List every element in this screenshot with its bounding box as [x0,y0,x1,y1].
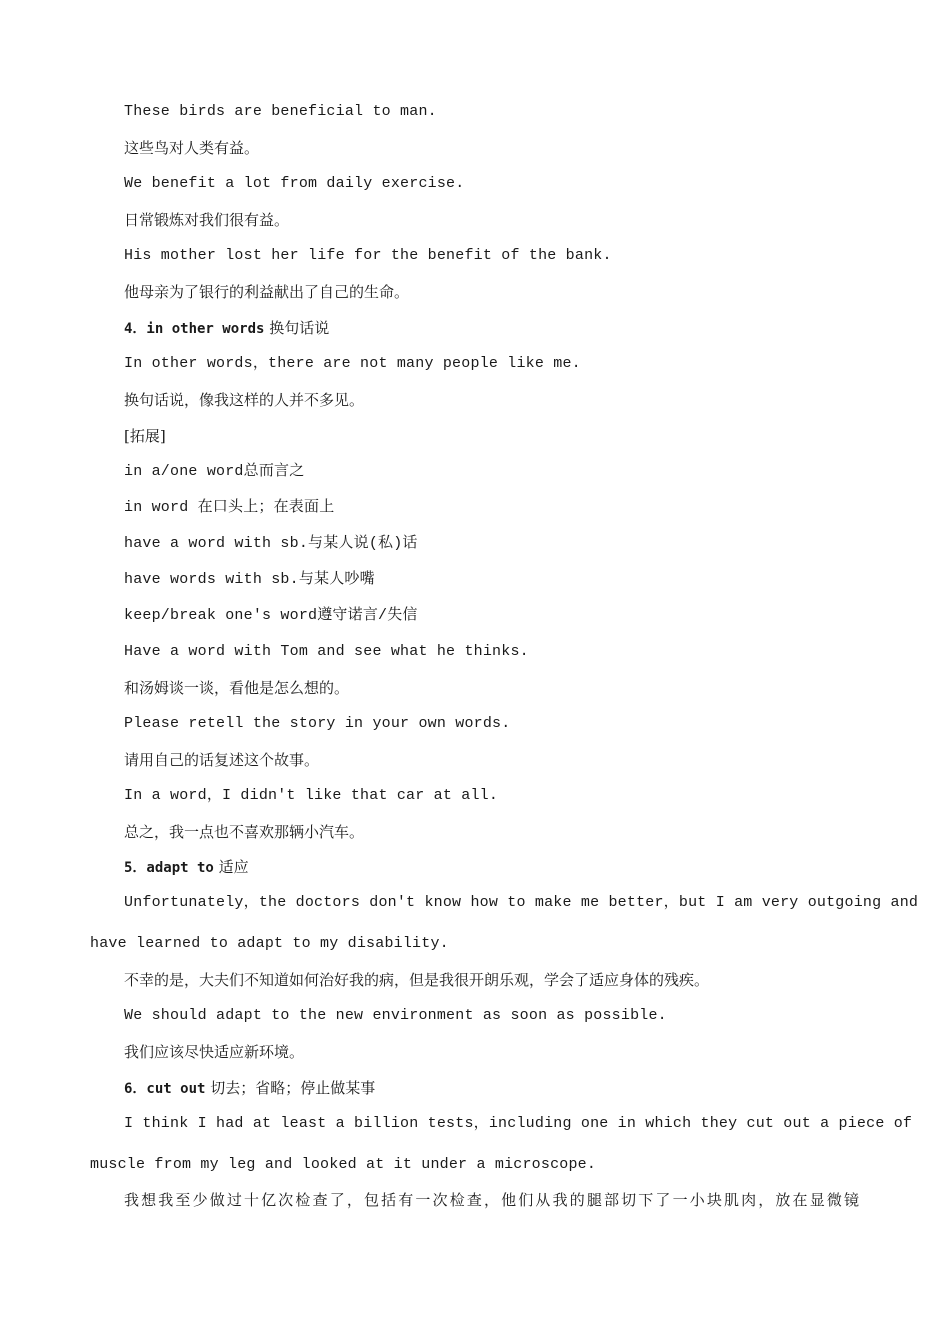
heading-term: 4．in other words [124,321,265,337]
section-heading-cut-out [124,1078,375,1099]
example-sentence-zh: 我们应该尽快适应新环境。 [124,1043,305,1061]
heading-gloss: 切去；省略；停止做某事 [210,1079,376,1097]
phrase-entry: have words with sb.与某人吵嘴 [124,571,375,588]
phrase-entry: keep/break one's word遵守诺言/失信 [124,607,418,624]
extension-label: [拓展] [124,427,166,445]
example-sentence-en: These birds are beneficial to man. [124,103,437,120]
example-sentence-en-line1: Unfortunately，the doctors don't know how to make me better，but I am very outgoing and [124,894,919,911]
section-heading-in-other-words [124,318,329,339]
example-sentence-en: His mother lost her life for the benefit of the bank. [124,247,612,264]
phrase-entry: in a/one word总而言之 [124,463,305,480]
example-sentence-zh: 日常锻炼对我们很有益。 [124,211,290,229]
phrase-entry: have a word with sb.与某人说(私)话 [124,535,418,552]
example-sentence-zh: 不幸的是，大夫们不知道如何治好我的病，但是我很开朗乐观，学会了适应身体的残疾。 [124,971,710,989]
example-sentence-en: Please retell the story in your own words. [124,715,511,732]
example-sentence-en: We benefit a lot from daily exercise. [124,175,465,192]
example-sentence-zh: 和汤姆谈一谈，看他是怎么想的。 [124,679,350,697]
phrase-entry: in word 在口头上；在表面上 [124,499,335,516]
example-sentence-en: We should adapt to the new environment as soon as possible. [124,1007,667,1024]
heading-gloss: 适应 [218,858,249,876]
example-sentence-en-line2: muscle from my leg and looked at it under a microscope. [90,1156,597,1173]
example-sentence-zh: 总之，我一点也不喜欢那辆小汽车。 [124,823,365,841]
example-sentence-en: In a word，I didn't like that car at all. [124,787,499,804]
example-sentence-en-line2: have learned to adapt to my disability. [90,935,449,952]
example-sentence-en-line1: I think I had at least a billion tests，including one in which they cut out a piece of [124,1115,913,1132]
example-sentence-zh: 这些鸟对人类有益。 [124,139,260,157]
example-sentence-en: In other words，there are not many people like me. [124,355,581,372]
example-sentence-zh: 我想我至少做过十亿次检查了，包括有一次检查，他们从我的腿部切下了一小块肌肉，放在显微镜 [124,1191,859,1209]
example-sentence-zh: 换句话说，像我这样的人并不多见。 [124,391,365,409]
heading-term: 5．adapt to [124,860,214,876]
example-sentence-zh: 他母亲为了银行的利益献出了自己的生命。 [124,283,410,301]
section-heading-adapt-to [124,857,249,878]
example-sentence-zh: 请用自己的话复述这个故事。 [124,751,320,769]
heading-gloss: 换句话说 [269,319,330,337]
heading-term: 6．cut out [124,1081,206,1097]
example-sentence-en: Have a word with Tom and see what he thinks. [124,643,529,660]
